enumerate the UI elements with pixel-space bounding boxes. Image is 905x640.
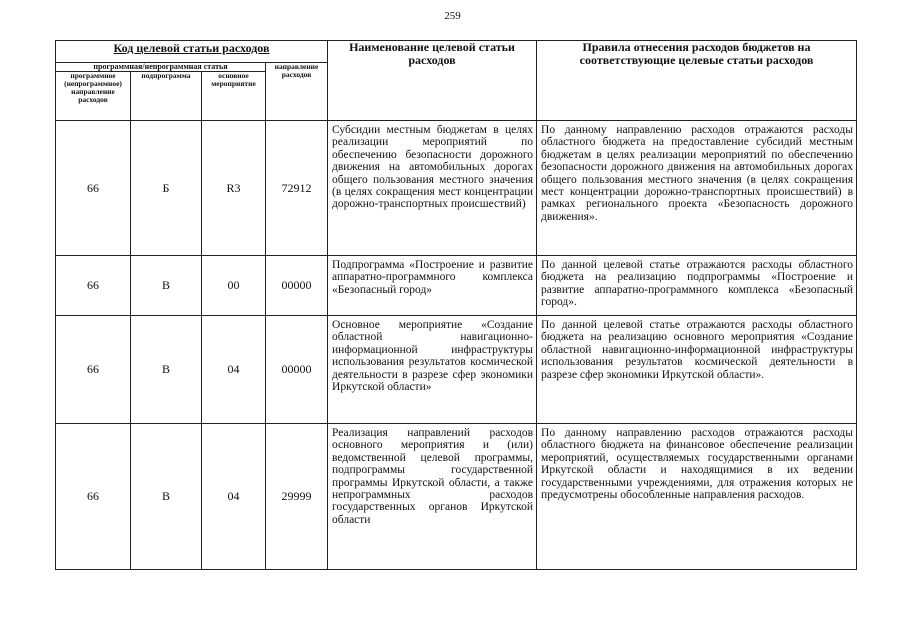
cell-direction: 00000 — [266, 256, 328, 316]
cell-subprogram: В — [131, 316, 202, 424]
cell-subprogram: В — [131, 256, 202, 316]
cell-event: 00 — [202, 256, 266, 316]
cell-event: 04 — [202, 424, 266, 570]
header-direction: направление расходов — [266, 63, 328, 121]
cell-program: 66 — [56, 424, 131, 570]
cell-program: 66 — [56, 256, 131, 316]
cell-subprogram: Б — [131, 121, 202, 256]
cell-name: Субсидии местным бюджетам в целях реализации мероприятий по обеспечению безопасности дорожного движения на автомобильных дорогах общего пользования местного значения (в целях сокращения мест концентрации дорожно-транспортных происшествий) — [328, 121, 537, 256]
cell-event: 04 — [202, 316, 266, 424]
table-row — [56, 424, 857, 570]
table-row — [56, 121, 857, 256]
cell-rule: По данному направлению расходов отражаются расходы областного бюджета на финансовое обеспечение реализации мероприятий, осуществляемых государственными органами Иркутской области и находящимися в их ведении государственными учреждениями, для отражения которых не предусмотрены обособленные направления расходов. — [537, 424, 857, 570]
cell-rule: По данной целевой статье отражаются расходы областного бюджета на реализацию основного мероприятия «Создание областной навигационно-информационной инфраструктуры использования результатов космической деятельности в разрезе сфер экономики Иркутской области». — [537, 316, 857, 424]
cell-event: R3 — [202, 121, 266, 256]
cell-rule: По данной целевой статье отражаются расходы областного бюджета на реализацию подпрограммы «Построение и развитие аппаратно-программного комплекса «Безопасный город». — [537, 256, 857, 316]
header-name: Наименование целевой статьи расходов — [328, 41, 537, 121]
cell-name: Основное мероприятие «Создание областной навигационно-информационной инфраструктуры использования результатов космической деятельности в разрезе сфер экономики Иркутской области» — [328, 316, 537, 424]
cell-direction: 72912 — [266, 121, 328, 256]
header-program-group: программная/непрограммная статья — [56, 63, 266, 72]
header-code-group: Код целевой статьи расходов — [56, 41, 328, 63]
header-program: программное (непрограммное) направление расходов — [56, 72, 131, 121]
header-subprogram: подпрограмма — [131, 72, 202, 121]
cell-direction: 29999 — [266, 424, 328, 570]
cell-name: Реализация направлений расходов основного мероприятия и (или) ведомственной целевой программы, подпрограммы государственной программы Иркутской области, а также непрограммных расходов государственных органов Иркутской области — [328, 424, 537, 570]
cell-direction: 00000 — [266, 316, 328, 424]
table-row — [56, 316, 857, 424]
header-rules: Правила отнесения расходов бюджетов на соответствующие целевые статьи расходов — [537, 41, 857, 121]
cell-name: Подпрограмма «Построение и развитие аппаратно-программного комплекса «Безопасный город» — [328, 256, 537, 316]
header-main-event: основное мероприятие — [202, 72, 266, 121]
table-row — [56, 256, 857, 316]
budget-table — [55, 40, 857, 570]
page-number: 259 — [444, 10, 461, 22]
cell-program: 66 — [56, 316, 131, 424]
cell-subprogram: В — [131, 424, 202, 570]
cell-rule: По данному направлению расходов отражаются расходы областного бюджета на предоставление субсидий местным бюджетам в целях реализации мероприятий по обеспечению безопасности дорожного движения на автомобильных дорогах общего пользования местного значения (в целях сокращения мест концентрации дорожно-транспортных происшествий) в рамках регионального проекта «Безопасность дорожного движения». — [537, 121, 857, 256]
cell-program: 66 — [56, 121, 131, 256]
